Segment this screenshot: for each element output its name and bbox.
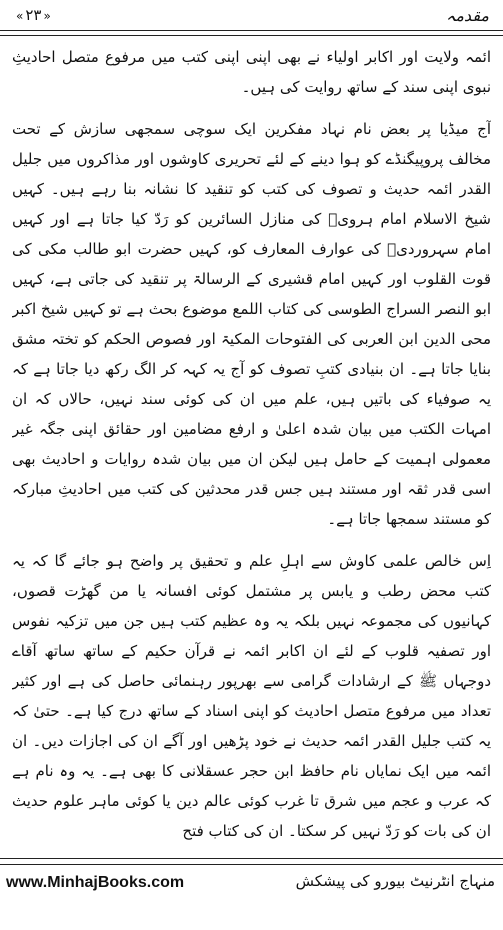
- paragraph-2: آج میڈیا پر بعض نام نہاد مفکرین ایک سوچی سمجھی سازش کے تحت مخالف پروپیگنڈے کو ہوا دینے کے لئے تحریری کاوشوں اور مذاکروں میں جلیل القدر ائمہ حدیث و تصوف کی کتب کو تنقید کا نشانہ بنا رہے ہیں۔ کہیں شیخ الاسلام امام ہرویؒ کی منازل السائرین کو رَدّ کیا جاتا ہے اور کہیں امام سہروردیؒ کی عوارف المعارف کو، کہیں حضرت ابو طالب مکی کی قوت القلوب اور کہیں امام قشیری کے الرسالۃ پر تنقید کی جاتی ہے، کہیں ابو النصر السراج الطوسی کی کتاب اللمع موضوع بحث ہے تو کہیں شیخ اکبر محی الدین ابن العربی کی الفتوحات المکیۃ اور فصوص الحکم کو تختہ مشق بنایا جاتا ہے۔ ان بنیادی کتبِ تصوف کو آج یہ کہہ کر الگ رکھ دیا جاتا ہے کہ یہ صوفیاء کی باتیں ہیں، علم میں ان کی کوئی سند نہیں، حالاں کہ ان امہات الکتب میں بیان شدہ اعلیٰ و ارفع مضامین اور حقائق اپنی جگہ غیر معمولی اہمیت کے حامل ہیں لیکن ان میں بیان شدہ روایات و احادیث بھی اسی قدر ثقہ اور مستند ہیں جس قدر محدثین کی کتب میں احادیثِ مبارکہ کو مستند سمجھا جاتا ہے۔: [12, 120, 491, 528]
- paragraph-3: اِس خالص علمی کاوش سے اہلِ علم و تحقیق پر واضح ہو جائے گا کہ یہ کتب محض رطب و یابس پر مشتمل کوئی افسانہ یا من گھڑت قصوں، کہانیوں کی مجموعہ نہیں بلکہ یہ وہ عظیم کتب ہیں جن میں تزکیہ نفوس اور تصفیہ قلوب کے لئے ان اکابر ائمہ نے قرآن حکیم کے ساتھ ساتھ آقاے دوجہاں ﷺ کے ارشادات گرامی سے بھرپور رہنمائی حاصل کی ہے اور کثیر تعداد میں مرفوع متصل احادیث کو اپنی اسناد کے ساتھ درج کیا ہے۔ حتیٰ کہ یہ کتب جلیل القدر ائمہ حدیث نے خود پڑھیں اور آگے ان کی اجازات دیں۔ ان ائمہ میں ایک نمایاں نام حافظ ابن حجر عسقلانی کا بھی ہے۔ یہ وہ نام ہے کہ عرب و عجم میں شرق تا غرب کوئی عالم دین یا کوئی ماہر علوم حدیث ان کی بات کو رَدّ نہیں کر سکتا۔ ان کی کتاب فتح: [12, 552, 491, 840]
- page-number-value: ۲۳: [25, 6, 42, 24]
- paragraph-1: ائمہ ولایت اور اکابر اولیاء نے بھی اپنی اپنی کتب میں مرفوع متصل احادیثِ نبوی اپنی سند کے ساتھ روایت کی ہیں۔: [12, 48, 491, 96]
- header-divider: [0, 30, 503, 36]
- page-number: [14, 6, 53, 24]
- footer-publisher: منہاج انٹرنیٹ بیورو کی پیشکش: [295, 872, 495, 890]
- section-title: مقدمہ: [445, 6, 489, 25]
- page-header: [0, 0, 503, 40]
- body-text: [12, 42, 491, 840]
- ornament-left: «: [16, 9, 24, 23]
- ornament-right: »: [43, 9, 51, 23]
- footer-divider: [0, 858, 503, 865]
- footer-website-link[interactable]: www.MinhajBooks.com: [6, 874, 185, 891]
